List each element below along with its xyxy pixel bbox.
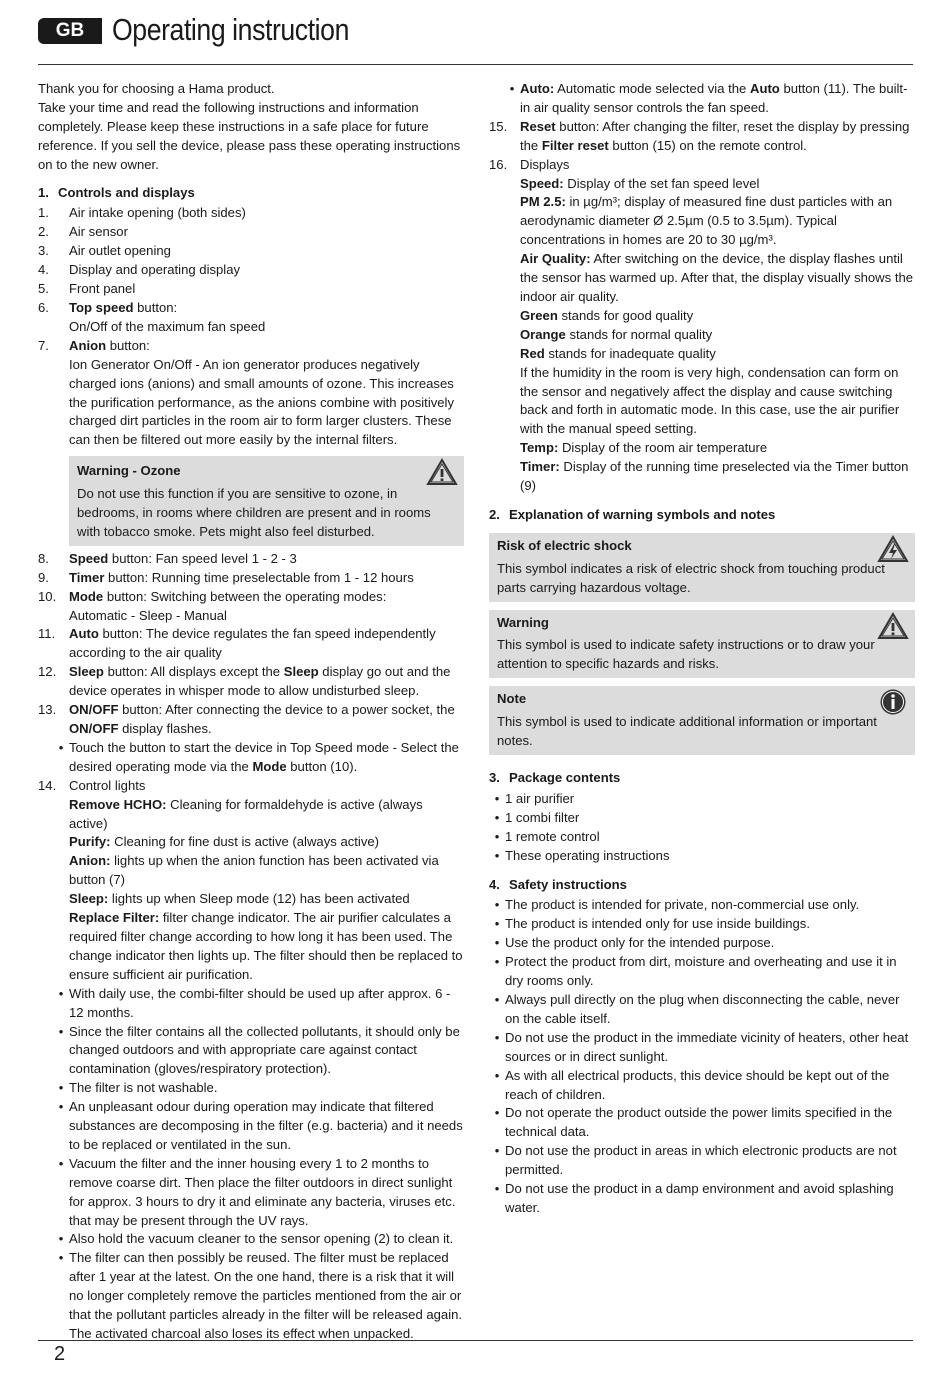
box-text: This symbol is used to indicate additional information or important notes. — [497, 714, 877, 749]
bullet-item: • Since the filter contains all the collected pollutants, it should only be changed outdoors and with appropriate care against contact contamination (gloves/respiratory protection). — [58, 1023, 460, 1077]
list-item: 5. Front panel — [38, 281, 136, 297]
bullet-item: • Do not operate the product outside the power limits specified in the technical data. — [494, 1105, 893, 1140]
bullet-item: • These operating instructions — [494, 847, 670, 863]
bullet-item: • Do not use the product in the immediate vicinity of heaters, other heat sources or in direct sunlight. — [494, 1029, 909, 1064]
bullet-item: • The product is intended for private, non-commercial use only. — [494, 897, 860, 913]
list-item: 8. Speed button: Fan speed level 1 - 2 - 3 — [38, 550, 297, 566]
box-title: Note — [497, 691, 527, 707]
box-text: This symbol indicates a risk of electric shock from touching product parts carrying hazardous voltage. — [497, 560, 885, 595]
bullet-item: • With daily use, the combi-filter should be used up after approx. 6 - 12 months. — [58, 985, 451, 1020]
list-item: 6. Top speed button: On/Off of the maximum fan speed — [38, 299, 266, 334]
bullet-item: • The filter is not washable. — [58, 1080, 218, 1096]
bullet-item: • 1 combi filter — [494, 809, 580, 825]
intro-line-1: Thank you for choosing a Hama product. — [38, 81, 275, 96]
list-item: 10. Mode button: Switching between the operating modes: Automatic - Sleep - Manual — [38, 588, 387, 623]
bullet-item: • Also hold the vacuum cleaner to the sensor opening (2) to clean it. — [58, 1231, 454, 1247]
bullet-item: • Use the product only for the intended purpose. — [494, 935, 775, 951]
list-item: 15. Reset button: After changing the filter, reset the display by pressing the Filter reset button (15) on the remote control. — [489, 118, 910, 153]
bullet-item: • Do not use the product in a damp environment and avoid splashing water. — [494, 1181, 894, 1215]
list-item: 13. ON/OFF button: After connecting the device to a power socket, the ON/OFF display flashes. — [38, 702, 455, 736]
warning-box — [489, 610, 915, 679]
list-item: 16. Displays Speed: Display of the set fan speed level PM 2.5: in µg/m³; display of measured fine dust particles with an aerodynamic diameter Ø 2.5µm (0.5 to 3.5µm). Typical concentrations in homes are 20 to 30 µg/m³. Air Quality: After switching on the device, the display flashes until the sensor has warmed up. After that, the display visually shows the indoor air quality. Green stands for good quality Orange stands for normal quality Red stands for inadequate quality If the humidity in the room is very high, condensation can form on the sensor and negatively affect the display and cause switching back and forth in automatic mode. In this case, use the air purifier with the manual speed setting. Temp: Display of the room air temperature Timer: Display of the running time preselected via the Timer button (9) — [489, 156, 914, 494]
left-column — [38, 80, 464, 1344]
note-box — [489, 686, 915, 755]
bullet-item: • 1 air purifier — [494, 790, 575, 806]
bullet-item: • An unpleasant odour during operation may indicate that filtered substances are decomposing in the filter (e.g. bacteria) and it needs to be replaced or ventilated in the sun. — [58, 1099, 463, 1152]
page-title: Operating instruction — [112, 12, 349, 47]
bullet-item: • As with all electrical products, this device should be kept out of the reach of children. — [494, 1067, 890, 1102]
electric-shock-box — [489, 533, 915, 602]
warning-icon — [426, 458, 458, 486]
bullet-item: • Do not use the product in areas in which electronic products are not permitted. — [494, 1143, 897, 1178]
list-item: 11. Auto button: The device regulates the fan speed independently according to the air quality — [38, 626, 436, 661]
list-item: 1. Air intake opening (both sides) — [38, 205, 246, 221]
bullet-item: • Touch the button to start the device in Top Speed mode - Select the desired operating mode via the Mode button (10). — [58, 739, 459, 774]
section-heading: 1. Controls and displays — [38, 184, 195, 200]
list-item: 2. Air sensor — [38, 224, 128, 240]
bullet-item: • The filter can then possibly be reused. The filter must be replaced after 1 year at the latest. On the one hand, there is a risk that it will no longer completely remove the particles mentioned from the air or that the pollutant particles already in the filter will be released again. The activated charcoal also loses its effect when unpacked. — [58, 1250, 463, 1341]
electric-shock-icon — [877, 535, 909, 563]
bullet-item: • 1 remote control — [494, 828, 600, 844]
bullet-item: • Vacuum the filter and the inner housing every 1 to 2 months to remove coarse dirt. Then place the filter outdoors in direct sunlight for approx. 3 hours to dry it and eliminate any bacteria, viruses etc. that may be present through the UV rays. — [58, 1155, 456, 1228]
section-heading: 4. Safety instructions — [489, 876, 627, 892]
info-icon — [877, 688, 909, 716]
page-number: 2 — [54, 1343, 66, 1365]
warning-icon — [877, 612, 909, 640]
list-item: 14. Control lights Remove HCHO: Cleaning for formaldehyde is active (always active) Purify: Cleaning for fine dust is active (always active) Anion: lights up when the anion function has been activated via button (7) Sleep: lights up when Sleep mode (12) has been activated Replace Filter: filter change indicator. The air purifier calculates a required filter change according to how long it has been used. The change indicator then lights up. The filter should then be replaced to ensure sufficient air purification. — [38, 777, 463, 982]
ozone-warning-text: Do not use this function if you are sensitive to ozone, in bedrooms, in rooms where children are present and in rooms with tobacco smoke. Pets might also feel disturbed. — [77, 486, 431, 539]
bullet-item: • Auto: Automatic mode selected via the Auto button (11). The built-in air quality sensor controls the fan speed. — [509, 81, 908, 115]
list-item: 3. Air outlet opening — [38, 243, 171, 259]
ozone-warning-box — [69, 456, 464, 546]
list-item: 4. Display and operating display — [38, 262, 241, 278]
section-heading: 2. Explanation of warning symbols and notes — [489, 506, 776, 522]
right-column — [489, 80, 915, 1218]
bullet-item: • The product is intended only for use inside buildings. — [494, 916, 810, 932]
footer-divider — [38, 1340, 913, 1341]
box-title: Risk of electric shock — [497, 537, 632, 553]
list-item: 7. Anion button: Ion Generator On/Off - An ion generator produces negatively charged ions (anions) and small amounts of ozone. This increases the purification performance, as the anions combine with positively charged dirt particles in the room air to form larger clusters. These can then be filtered out more easily by the internal filters. — [38, 337, 455, 448]
bullet-item: • Protect the product from dirt, moisture and overheating and use it in dry rooms only. — [494, 954, 897, 989]
box-title: Warning — [497, 614, 549, 630]
section-heading: 3. Package contents — [489, 770, 621, 785]
list-item: 9. Timer button: Running time preselectable from 1 - 12 hours — [38, 569, 414, 585]
intro-line-2: Take your time and read the following instructions and information completely. Please keep these instructions in a safe place for future reference. If you sell the device, please pass these operating instructions on to the new owner. — [38, 99, 461, 172]
language-badge: GB — [38, 18, 102, 44]
box-text: This symbol is used to indicate safety instructions or to draw your attention to specific hazards and risks. — [497, 637, 875, 672]
page-header — [38, 14, 913, 65]
list-item: 12. Sleep button: All displays except the Sleep display go out and the device operates in whisper mode to allow undisturbed sleep. — [38, 664, 451, 699]
bullet-item: • Always pull directly on the plug when disconnecting the cable, never on the cable itself. — [494, 991, 900, 1026]
ozone-warning-title: Warning - Ozone — [77, 463, 181, 479]
